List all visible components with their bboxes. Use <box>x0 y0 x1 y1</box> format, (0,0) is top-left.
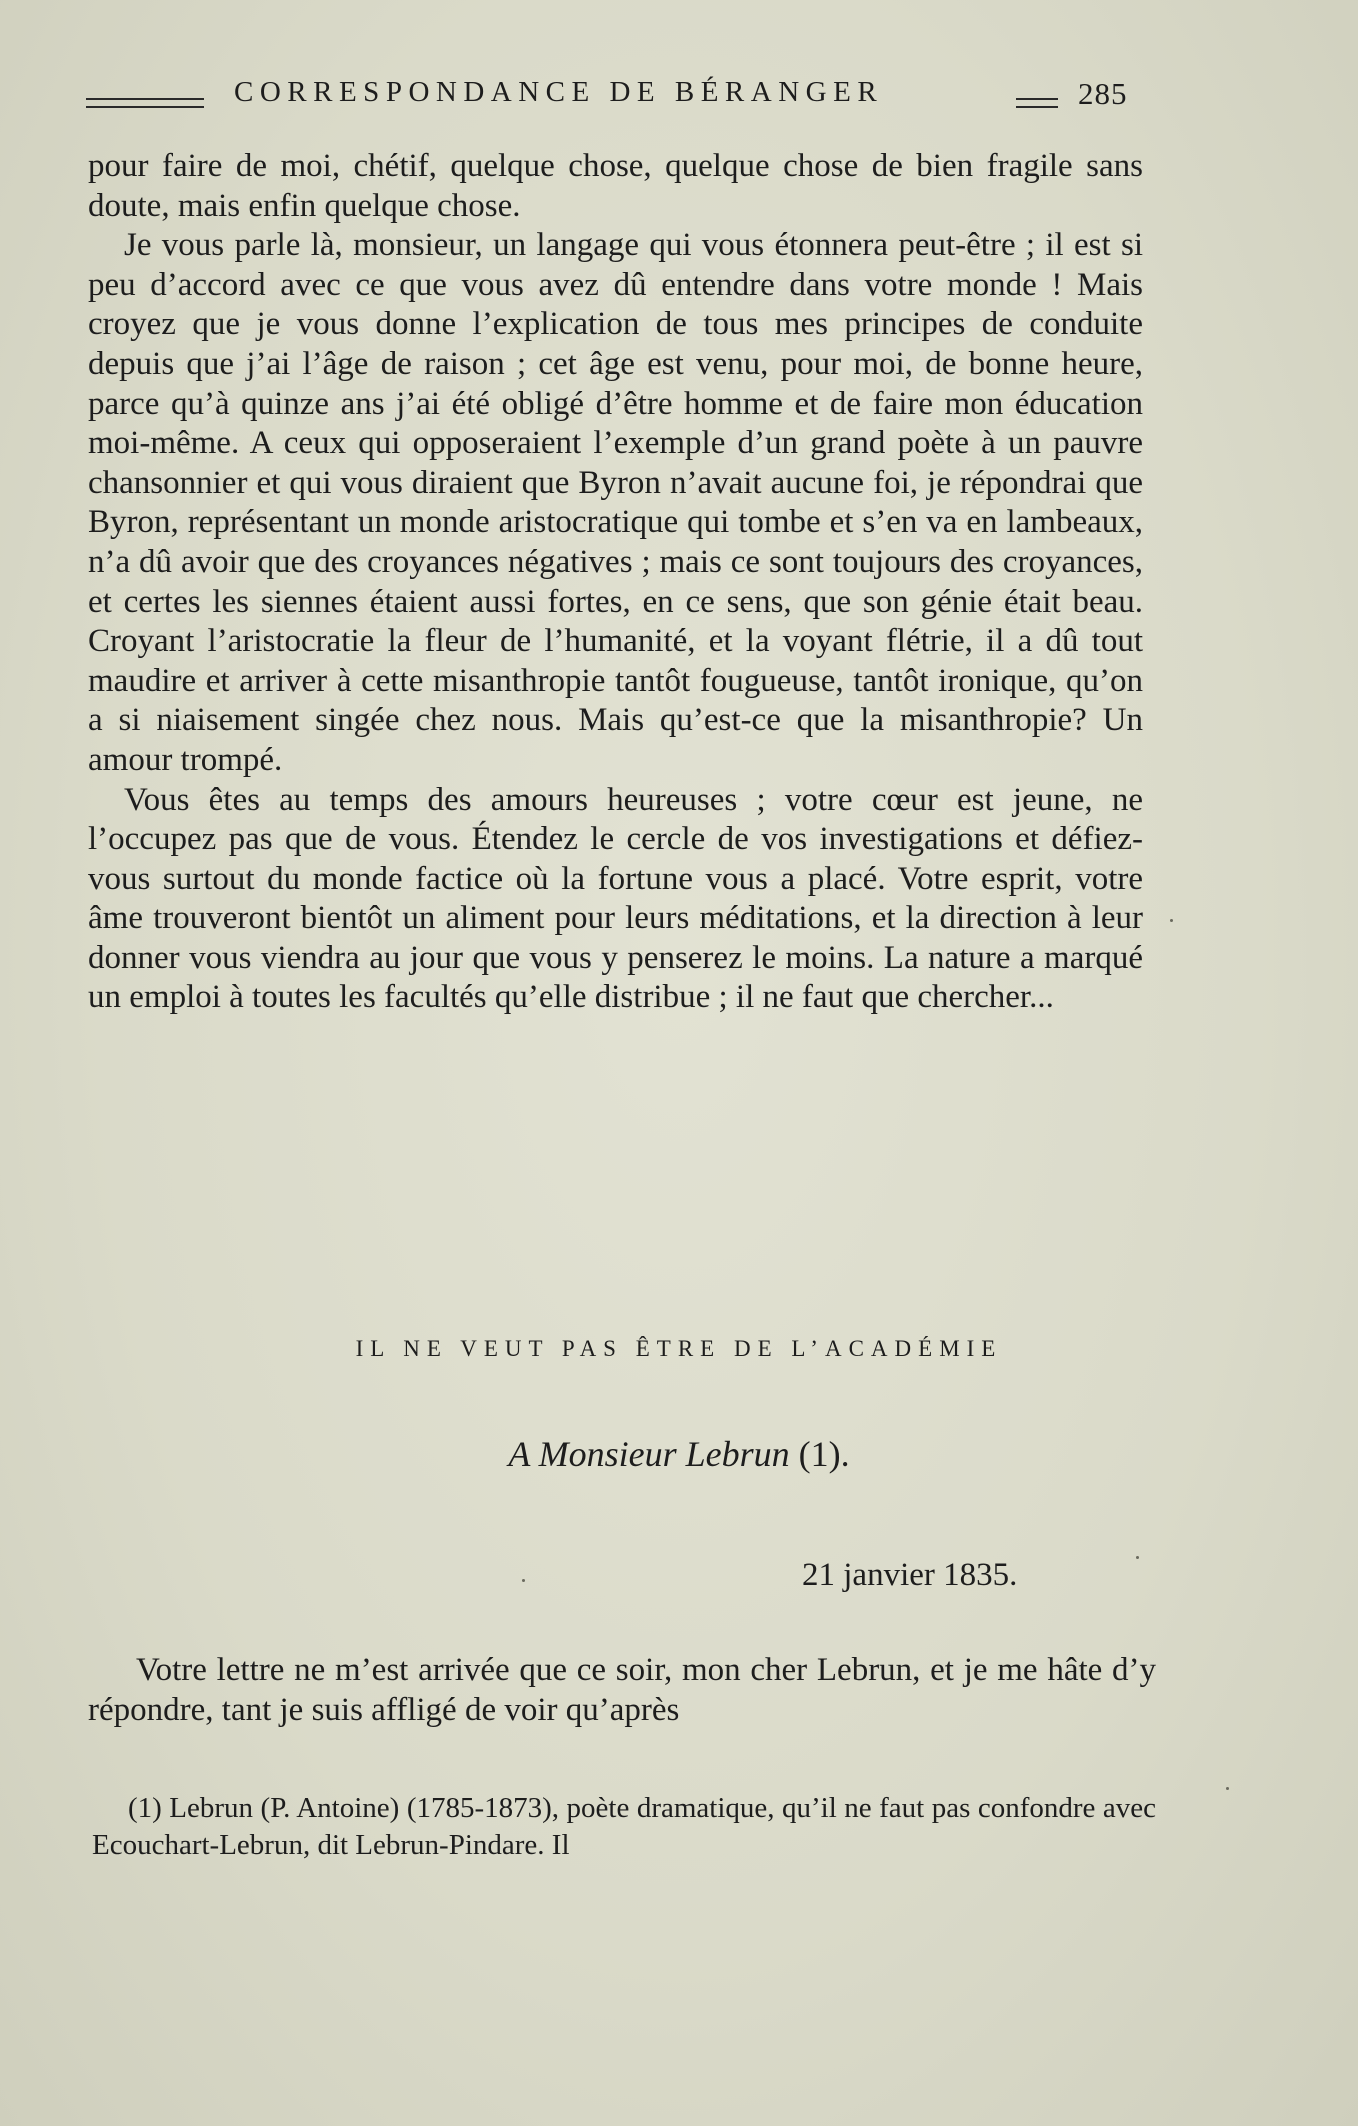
letter-body <box>88 1650 1156 1730</box>
ink-speck <box>1136 1556 1139 1559</box>
header-rule-left <box>86 98 204 108</box>
letter-opening: Votre lettre ne m’est arrivée que ce soir, mon cher Lebrun, et je me hâte d’y répondre, tant je suis affligé de voir qu’après <box>88 1652 1156 1728</box>
ink-speck <box>1226 1787 1229 1790</box>
footnote <box>92 1790 1156 1864</box>
page-number: 285 <box>1078 76 1128 111</box>
body-text <box>88 147 1143 1018</box>
letter-date: 21 janvier 1835. <box>802 1557 1018 1593</box>
section-title: IL NE VEUT PAS ÊTRE DE L’ACADÉMIE <box>355 1336 1003 1361</box>
running-header <box>86 72 1146 122</box>
running-title: CORRESPONDANCE DE BÉRANGER <box>234 76 884 108</box>
paragraph-continued: pour faire de moi, chétif, quelque chose, quelque chose de bien fragile sans doute, mais enfin quelque chose. <box>88 148 1143 224</box>
footnote-text: (1) Lebrun (P. Antoine) (1785-1873), poète dramatique, qu’il ne faut pas confondre avec Ecouchart-Lebrun, dit Lebrun-Pindare. Il <box>92 1792 1156 1861</box>
ink-speck <box>1170 919 1173 922</box>
letter-addressee <box>0 1433 1358 1475</box>
ink-speck <box>522 1579 525 1582</box>
addressee-name: A Monsieur Lebrun <box>508 1434 790 1474</box>
paragraph: Je vous parle là, monsieur, un langage qui vous étonnera peut-être ; il est si peu d’accord avec ce que vous avez dû entendre dans votre monde ! Mais croyez que je vous donne l’explication de tous mes principes de conduite depuis que j’ai l’âge de raison ; cet âge est venu, pour moi, de bonne heure, parce qu’à quinze ans j’ai été obligé d’être homme et de faire mon éducation moi-même. A ceux qui opposeraient l’exemple d’un grand poète à un pauvre chansonnier et qui vous diraient que Byron n’avait aucune foi, je répondrai que Byron, représentant un monde aristocratique qui tombe et s’en va en lambeaux, n’a dû avoir que des croyances négatives ; mais ce sont toujours des croyances, et certes les siennes étaient aussi fortes, en ce sens, que son génie était beau. Croyant l’aristocratie la fleur de l’humanité, et la voyant flétrie, il a dû tout maudire et arriver à cette misanthropie tantôt fougueuse, tantôt ironique, qu’on a si niaisement singée chez nous. Mais qu’est-ce que la misanthropie? Un amour trompé. <box>88 227 1143 778</box>
header-rule-right <box>1016 98 1058 108</box>
paragraph: Vous êtes au temps des amours heureuses ; votre cœur est jeune, ne l’occupez pas que de vous. Étendez le cercle de vos investigations et défiez-vous surtout du monde factice où la fortune vous a placé. Votre esprit, votre âme trouveront bientôt un aliment pour leurs méditations, et la direction à leur donner vous viendra au jour que vous y penserez le moins. La nature a marqué un emploi à toutes les facultés qu’elle distribue ; il ne faut que chercher... <box>88 781 1143 1016</box>
addressee-footnote-ref: (1). <box>789 1434 850 1474</box>
